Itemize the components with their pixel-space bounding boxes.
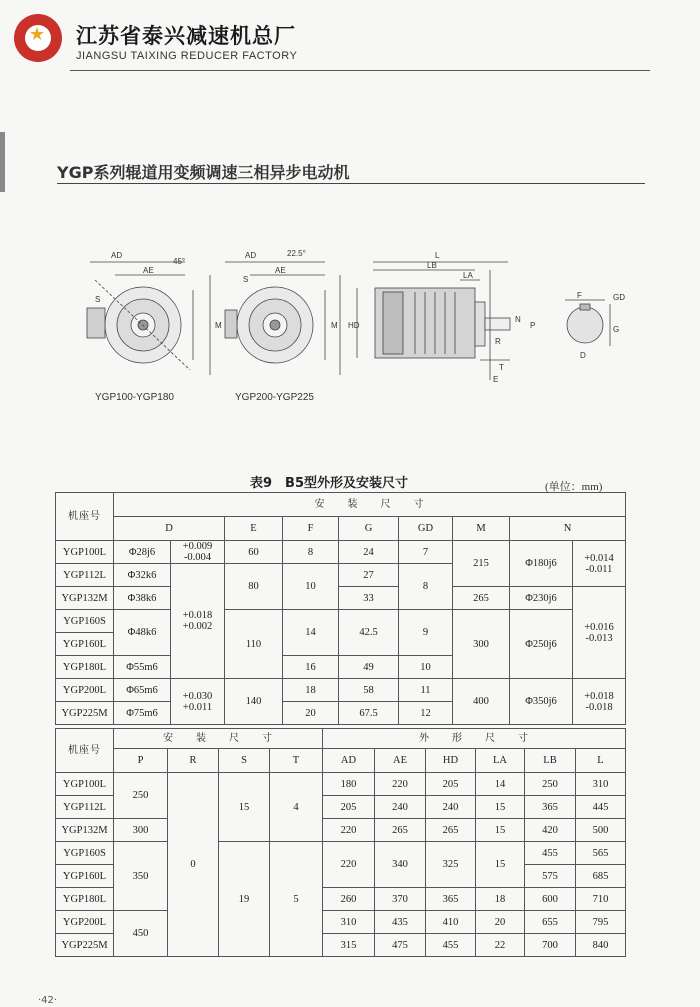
cell-ae: 370 <box>375 888 426 911</box>
margin-mark <box>0 132 5 192</box>
seat-cell: YGP225M <box>56 934 114 957</box>
label-d: D <box>580 351 586 360</box>
cell-e: 80 <box>225 564 283 610</box>
table-caption: 表9 B5型外形及安装尺寸 <box>250 476 408 491</box>
cell-p: 250 <box>114 773 168 819</box>
label-s: S <box>95 295 101 304</box>
col-header-outline: 外 形 尺 寸 <box>323 729 626 749</box>
cell-m: 300 <box>453 610 510 679</box>
label-t: T <box>499 363 504 372</box>
cell-f: 14 <box>283 610 339 656</box>
cell-g: 24 <box>339 541 399 564</box>
cell-l: 840 <box>576 934 626 957</box>
cell-lb: 365 <box>525 796 576 819</box>
cell-e: 110 <box>225 610 283 679</box>
cell-g: 42.5 <box>339 610 399 656</box>
cell-lb: 600 <box>525 888 576 911</box>
cell-d: Φ75m6 <box>114 702 171 725</box>
cell-d: Φ32k6 <box>114 564 171 587</box>
col-header-r: R <box>168 749 219 773</box>
cell-d: Φ48k6 <box>114 610 171 656</box>
seat-cell: YGP132M <box>56 587 114 610</box>
col-header-e: E <box>225 517 283 541</box>
outline-dimensions-table <box>55 728 626 957</box>
cell-la: 15 <box>476 842 525 888</box>
table-row <box>56 911 626 934</box>
cell-ad: 310 <box>323 911 375 934</box>
cell-l: 565 <box>576 842 626 865</box>
table-row <box>56 541 626 564</box>
cell-gd: 11 <box>399 679 453 702</box>
cell-n-tol: +0.018 -0.018 <box>573 679 626 725</box>
label-ad-2: AD <box>245 251 257 260</box>
col-header-p: P <box>114 749 168 773</box>
page-number: ·42· <box>38 995 58 1006</box>
col-header-d: D <box>114 517 225 541</box>
cell-n: Φ230j6 <box>510 587 573 610</box>
cell-d: Φ38k6 <box>114 587 171 610</box>
header-divider <box>70 70 650 71</box>
cell-la: 15 <box>476 819 525 842</box>
cell-lb: 575 <box>525 865 576 888</box>
cell-ad: 220 <box>323 819 375 842</box>
col-header-s: S <box>219 749 270 773</box>
cell-f: 16 <box>283 656 339 679</box>
cell-d-tol: +0.009 -0.004 <box>171 541 225 564</box>
label-m: M <box>215 321 222 330</box>
table-row <box>56 587 626 610</box>
cell-la: 15 <box>476 796 525 819</box>
col-header-n: N <box>510 517 626 541</box>
cell-g: 67.5 <box>339 702 399 725</box>
cell-gd: 8 <box>399 564 453 610</box>
cell-n: Φ180j6 <box>510 541 573 587</box>
cell-ae: 340 <box>375 842 426 888</box>
cell-ae: 435 <box>375 911 426 934</box>
page-title: YGP系列辊道用变频调速三相异步电动机 <box>57 163 350 182</box>
table-row <box>56 842 626 865</box>
label-p: P <box>530 321 536 330</box>
cell-d: Φ28j6 <box>114 541 171 564</box>
cell-l: 500 <box>576 819 626 842</box>
cell-ad: 220 <box>323 842 375 888</box>
cell-e: 140 <box>225 679 283 725</box>
table-row <box>56 819 626 842</box>
label-ae-2: AE <box>275 266 286 275</box>
cell-s: 19 <box>219 842 270 957</box>
cell-t: 4 <box>270 773 323 842</box>
cell-hd: 455 <box>426 934 476 957</box>
col-header-install: 安 装 尺 寸 <box>114 729 323 749</box>
cell-d-tol: +0.030 +0.011 <box>171 679 225 725</box>
cell-s: 15 <box>219 773 270 842</box>
cell-hd: 265 <box>426 819 476 842</box>
cell-d: Φ55m6 <box>114 656 171 679</box>
cell-lb: 420 <box>525 819 576 842</box>
cell-la: 14 <box>476 773 525 796</box>
seat-cell: YGP112L <box>56 796 114 819</box>
caption-ygp100-180: YGP100-YGP180 <box>95 392 174 403</box>
drawing-ygp100-180 <box>87 251 222 375</box>
cell-gd: 9 <box>399 610 453 656</box>
cell-n: Φ350j6 <box>510 679 573 725</box>
col-header-hd: HD <box>426 749 476 773</box>
col-header-la: LA <box>476 749 525 773</box>
cell-n: Φ250j6 <box>510 610 573 679</box>
label-g: G <box>613 325 620 334</box>
label-ae: AE <box>143 266 154 275</box>
label-m-2: M <box>331 321 338 330</box>
cell-l: 310 <box>576 773 626 796</box>
cell-r: 0 <box>168 773 219 957</box>
cell-ad: 315 <box>323 934 375 957</box>
label-45: 45° <box>173 257 186 266</box>
col-header-f: F <box>283 517 339 541</box>
col-header-m: M <box>453 517 510 541</box>
label-n: N <box>515 315 521 324</box>
cell-lb: 455 <box>525 842 576 865</box>
cell-g: 27 <box>339 564 399 587</box>
table-row <box>56 679 626 702</box>
col-header-gd: GD <box>399 517 453 541</box>
unit-note: (单位：mm) <box>545 481 603 493</box>
seat-cell: YGP180L <box>56 888 114 911</box>
company-name-cn: 江苏省泰兴减速机总厂 <box>76 24 296 48</box>
seat-cell: YGP160S <box>56 842 114 865</box>
label-s-2: S <box>243 275 249 284</box>
col-header-g: G <box>339 517 399 541</box>
cell-ae: 240 <box>375 796 426 819</box>
seat-cell: YGP160L <box>56 633 114 656</box>
cell-l: 795 <box>576 911 626 934</box>
seat-cell: YGP200L <box>56 679 114 702</box>
label-r: R <box>495 337 501 346</box>
cell-gd: 10 <box>399 656 453 679</box>
cell-f: 8 <box>283 541 339 564</box>
cell-e: 60 <box>225 541 283 564</box>
seat-cell: YGP180L <box>56 656 114 679</box>
title-divider <box>57 183 645 184</box>
table-row <box>56 610 626 633</box>
cell-lb: 655 <box>525 911 576 934</box>
label-f: F <box>577 291 582 300</box>
cell-f: 10 <box>283 564 339 610</box>
cell-hd: 205 <box>426 773 476 796</box>
cell-hd: 365 <box>426 888 476 911</box>
col-header-l: L <box>576 749 626 773</box>
cell-ad: 180 <box>323 773 375 796</box>
seat-cell: YGP100L <box>56 541 114 564</box>
cell-m: 265 <box>453 587 510 610</box>
cell-gd: 12 <box>399 702 453 725</box>
cell-hd: 240 <box>426 796 476 819</box>
cell-hd: 410 <box>426 911 476 934</box>
cell-m: 215 <box>453 541 510 587</box>
col-header-t: T <box>270 749 323 773</box>
seat-cell: YGP100L <box>56 773 114 796</box>
cell-l: 710 <box>576 888 626 911</box>
cell-t: 5 <box>270 842 323 957</box>
seat-cell: YGP112L <box>56 564 114 587</box>
cell-g: 33 <box>339 587 399 610</box>
cell-n-tol: +0.014 -0.011 <box>573 541 626 587</box>
col-header-ae: AE <box>375 749 426 773</box>
cell-ad: 205 <box>323 796 375 819</box>
cell-ae: 265 <box>375 819 426 842</box>
col-header-seat: 机座号 <box>56 729 114 773</box>
col-header-lb: LB <box>525 749 576 773</box>
cell-l: 685 <box>576 865 626 888</box>
cell-n-tol: +0.016 -0.013 <box>573 587 626 679</box>
motor-drawings <box>75 240 635 410</box>
label-lb: LB <box>427 261 437 270</box>
seat-cell: YGP132M <box>56 819 114 842</box>
col-header-ad: AD <box>323 749 375 773</box>
drawing-ygp200-225 <box>225 249 340 375</box>
cell-f: 20 <box>283 702 339 725</box>
cell-la: 18 <box>476 888 525 911</box>
seat-cell: YGP225M <box>56 702 114 725</box>
label-22-5: 22.5° <box>287 249 306 258</box>
seat-cell: YGP160S <box>56 610 114 633</box>
cell-l: 445 <box>576 796 626 819</box>
cell-hd: 325 <box>426 842 476 888</box>
cell-ad: 260 <box>323 888 375 911</box>
cell-p: 450 <box>114 911 168 957</box>
cell-lb: 250 <box>525 773 576 796</box>
cell-la: 22 <box>476 934 525 957</box>
seat-cell: YGP200L <box>56 911 114 934</box>
cell-lb: 700 <box>525 934 576 957</box>
cell-ae: 220 <box>375 773 426 796</box>
cell-f: 18 <box>283 679 339 702</box>
company-name-en: JIANGSU TAIXING REDUCER FACTORY <box>76 50 298 62</box>
cell-gd: 7 <box>399 541 453 564</box>
seat-cell: YGP160L <box>56 865 114 888</box>
cell-m: 400 <box>453 679 510 725</box>
cell-la: 20 <box>476 911 525 934</box>
col-header-install: 安 装 尺 寸 <box>114 493 626 517</box>
caption-ygp200-225: YGP200-YGP225 <box>235 392 314 403</box>
cell-p: 300 <box>114 819 168 842</box>
label-hd: HD <box>348 321 360 330</box>
label-ad: AD <box>111 251 123 260</box>
label-e: E <box>493 375 499 384</box>
cell-d-tol: +0.018 +0.002 <box>171 564 225 679</box>
cell-ae: 475 <box>375 934 426 957</box>
drawing-key-section <box>565 291 625 360</box>
install-dimensions-table <box>55 492 626 725</box>
cell-g: 49 <box>339 656 399 679</box>
cell-d: Φ65m6 <box>114 679 171 702</box>
company-logo-icon: ★ <box>14 14 62 62</box>
label-la: LA <box>463 271 473 280</box>
label-l: L <box>435 251 440 260</box>
cell-p: 350 <box>114 842 168 911</box>
drawing-side-view <box>348 251 535 384</box>
table-row <box>56 773 626 796</box>
cell-g: 58 <box>339 679 399 702</box>
label-gd: GD <box>613 293 625 302</box>
col-header-seat: 机座号 <box>56 493 114 541</box>
page-header <box>0 0 700 70</box>
